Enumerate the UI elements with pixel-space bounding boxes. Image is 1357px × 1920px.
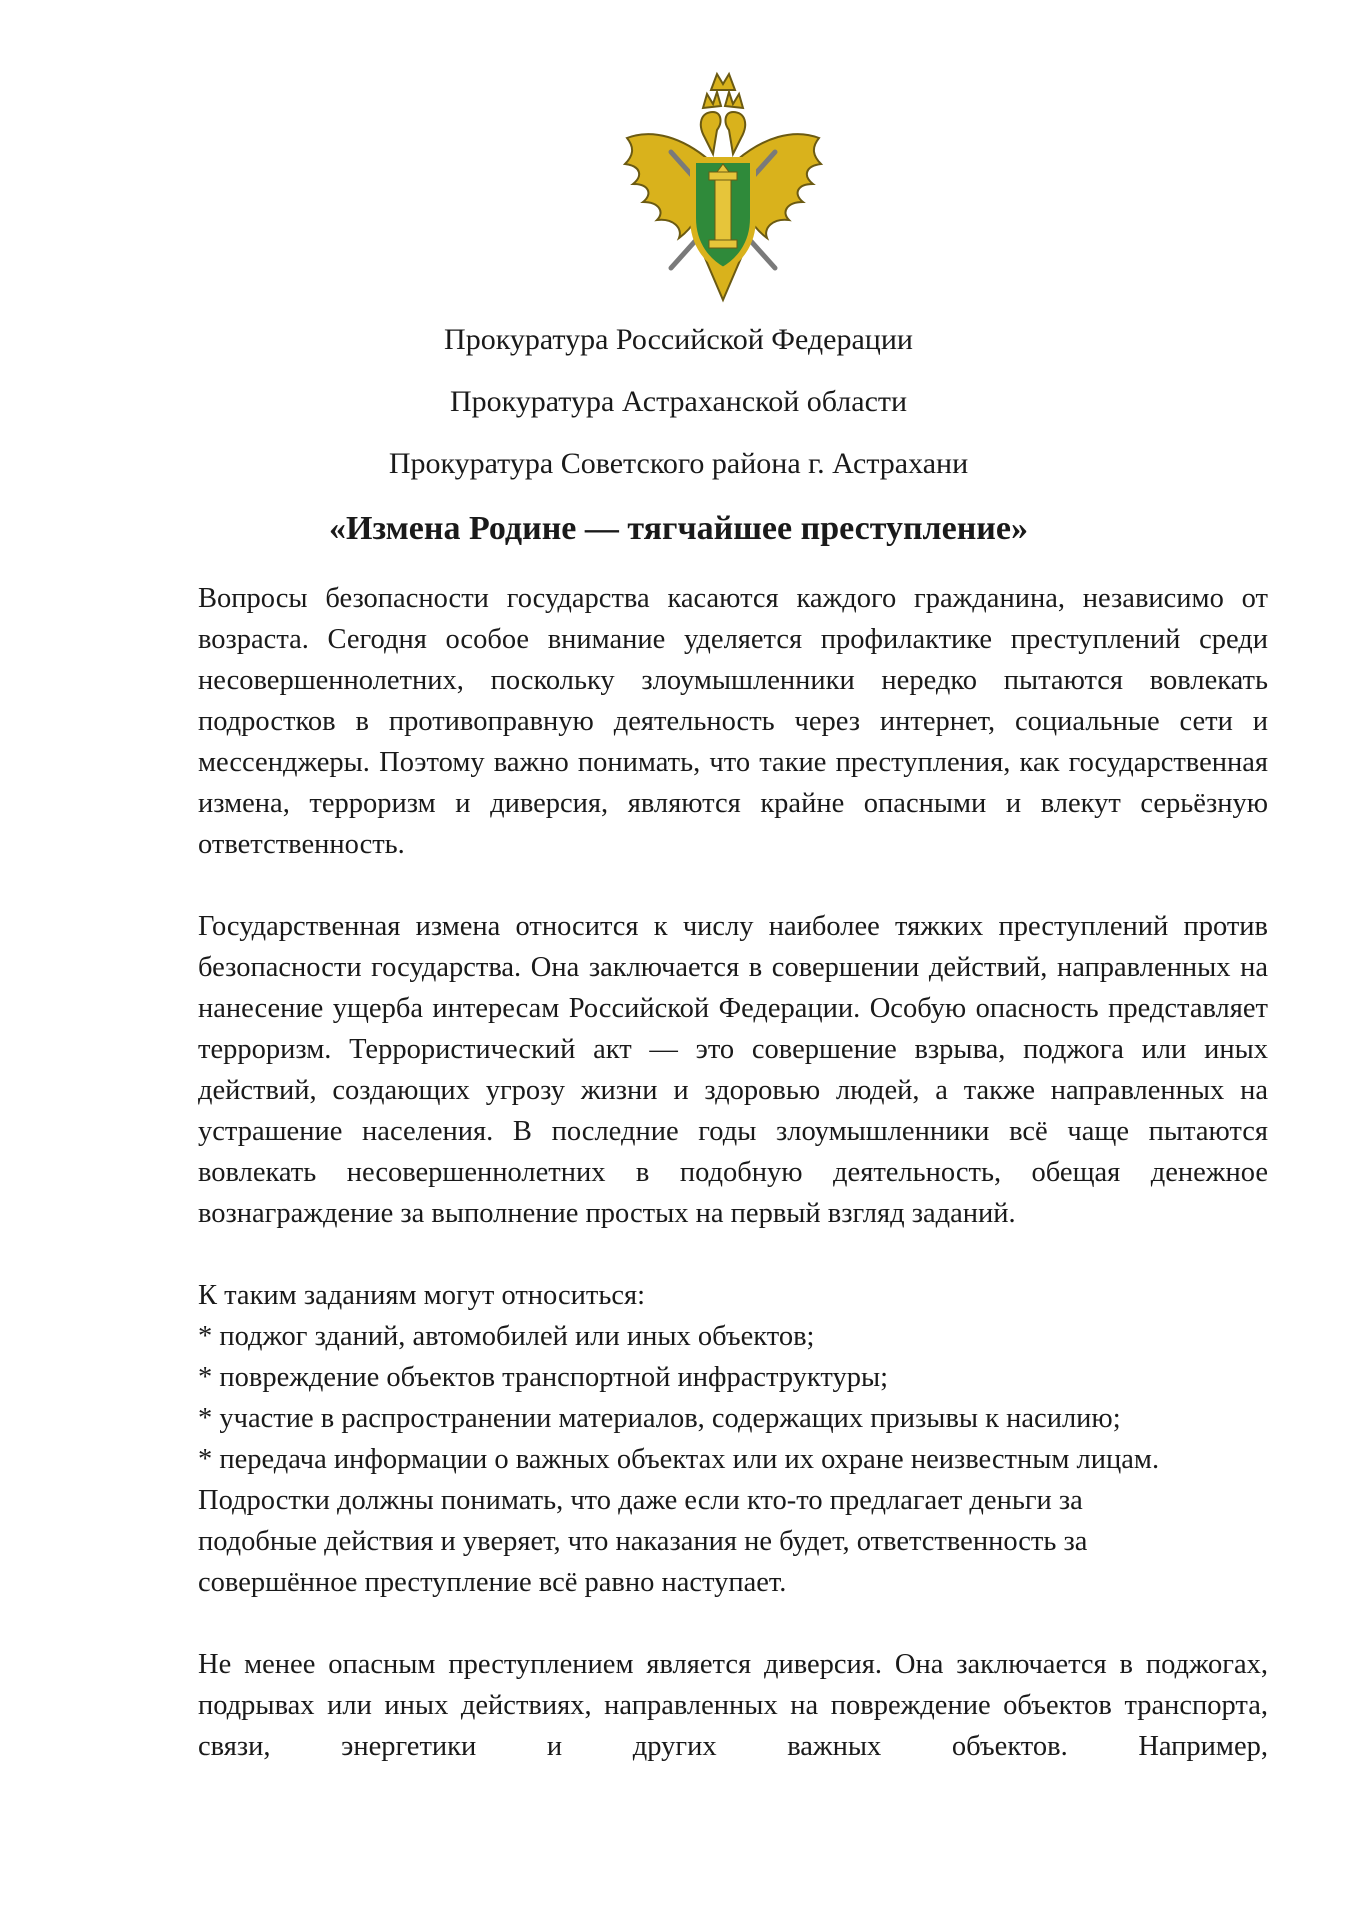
document-title: «Измена Родине — тягчайшее преступление»	[329, 510, 1028, 547]
list-intro: К таким заданиям могут относиться:	[198, 1280, 646, 1311]
document-body	[198, 578, 1268, 1767]
list-item: * поджог зданий, автомобилей или иных объектов;	[198, 1321, 815, 1352]
header-line-region: Прокуратура Астраханской области	[449, 385, 908, 418]
header-line-district: Прокуратура Советского района г. Астрахани	[388, 447, 969, 480]
paragraph-3-line: Подростки должны понимать, что даже если кто-то предлагает деньги за	[198, 1485, 1083, 1516]
paragraph-gap	[198, 1603, 1268, 1644]
header-line-federation: Прокуратура Российской Федерации	[444, 323, 913, 356]
list-item: * повреждение объектов транспортной инфраструктуры;	[198, 1362, 889, 1393]
paragraph-gap	[198, 865, 1268, 906]
prosecutor-emblem-icon	[613, 68, 833, 308]
list-item: * участие в распространении материалов, содержащих призывы к насилию;	[198, 1403, 1121, 1434]
paragraph-1: Вопросы безопасности государства касаются каждого гражданина, независимо от возраста. Сегодня особое внимание уделяется профилактике преступлений среди несовершеннолетних, поскольку злоумышленники нередко пытаются вовлекать подростков в противоправную деятельность через интернет, социальные сети и мессенджеры. Поэтому важно понимать, что такие преступления, как государственная измена, терроризм и диверсия, являются крайне опасными и влекут серьёзную ответственность.	[198, 583, 1268, 860]
paragraph-3-line: подобные действия и уверяет, что наказания не будет, ответственность за	[198, 1526, 1088, 1557]
paragraph-2: Государственная измена относится к числу наиболее тяжких преступлений против безопасности государства. Она заключается в совершении действий, направленных на нанесение ущерба интересам Российской Федерации. Особую опасность представляет терроризм. Террористический акт — это совершение взрыва, поджога или иных действий, создающих угрозу жизни и здоровью людей, а также направленных на устрашение населения. В последние годы злоумышленники всё чаще пытаются вовлекать несовершеннолетних в подобную деятельность, обещая денежное вознаграждение за выполнение простых на первый взгляд заданий.	[198, 911, 1268, 1229]
paragraph-4: Не менее опасным преступлением является диверсия. Она заключается в поджогах, подрывах или иных действиях, направленных на повреждение объектов транспорта, связи, энергетики и других важных объектов. Например,	[198, 1649, 1268, 1762]
paragraph-gap	[198, 1234, 1268, 1275]
list-item: * передача информации о важных объектах или их охране неизвестным лицам.	[198, 1444, 1160, 1475]
paragraph-3-line: совершённое преступление всё равно наступает.	[198, 1567, 787, 1598]
